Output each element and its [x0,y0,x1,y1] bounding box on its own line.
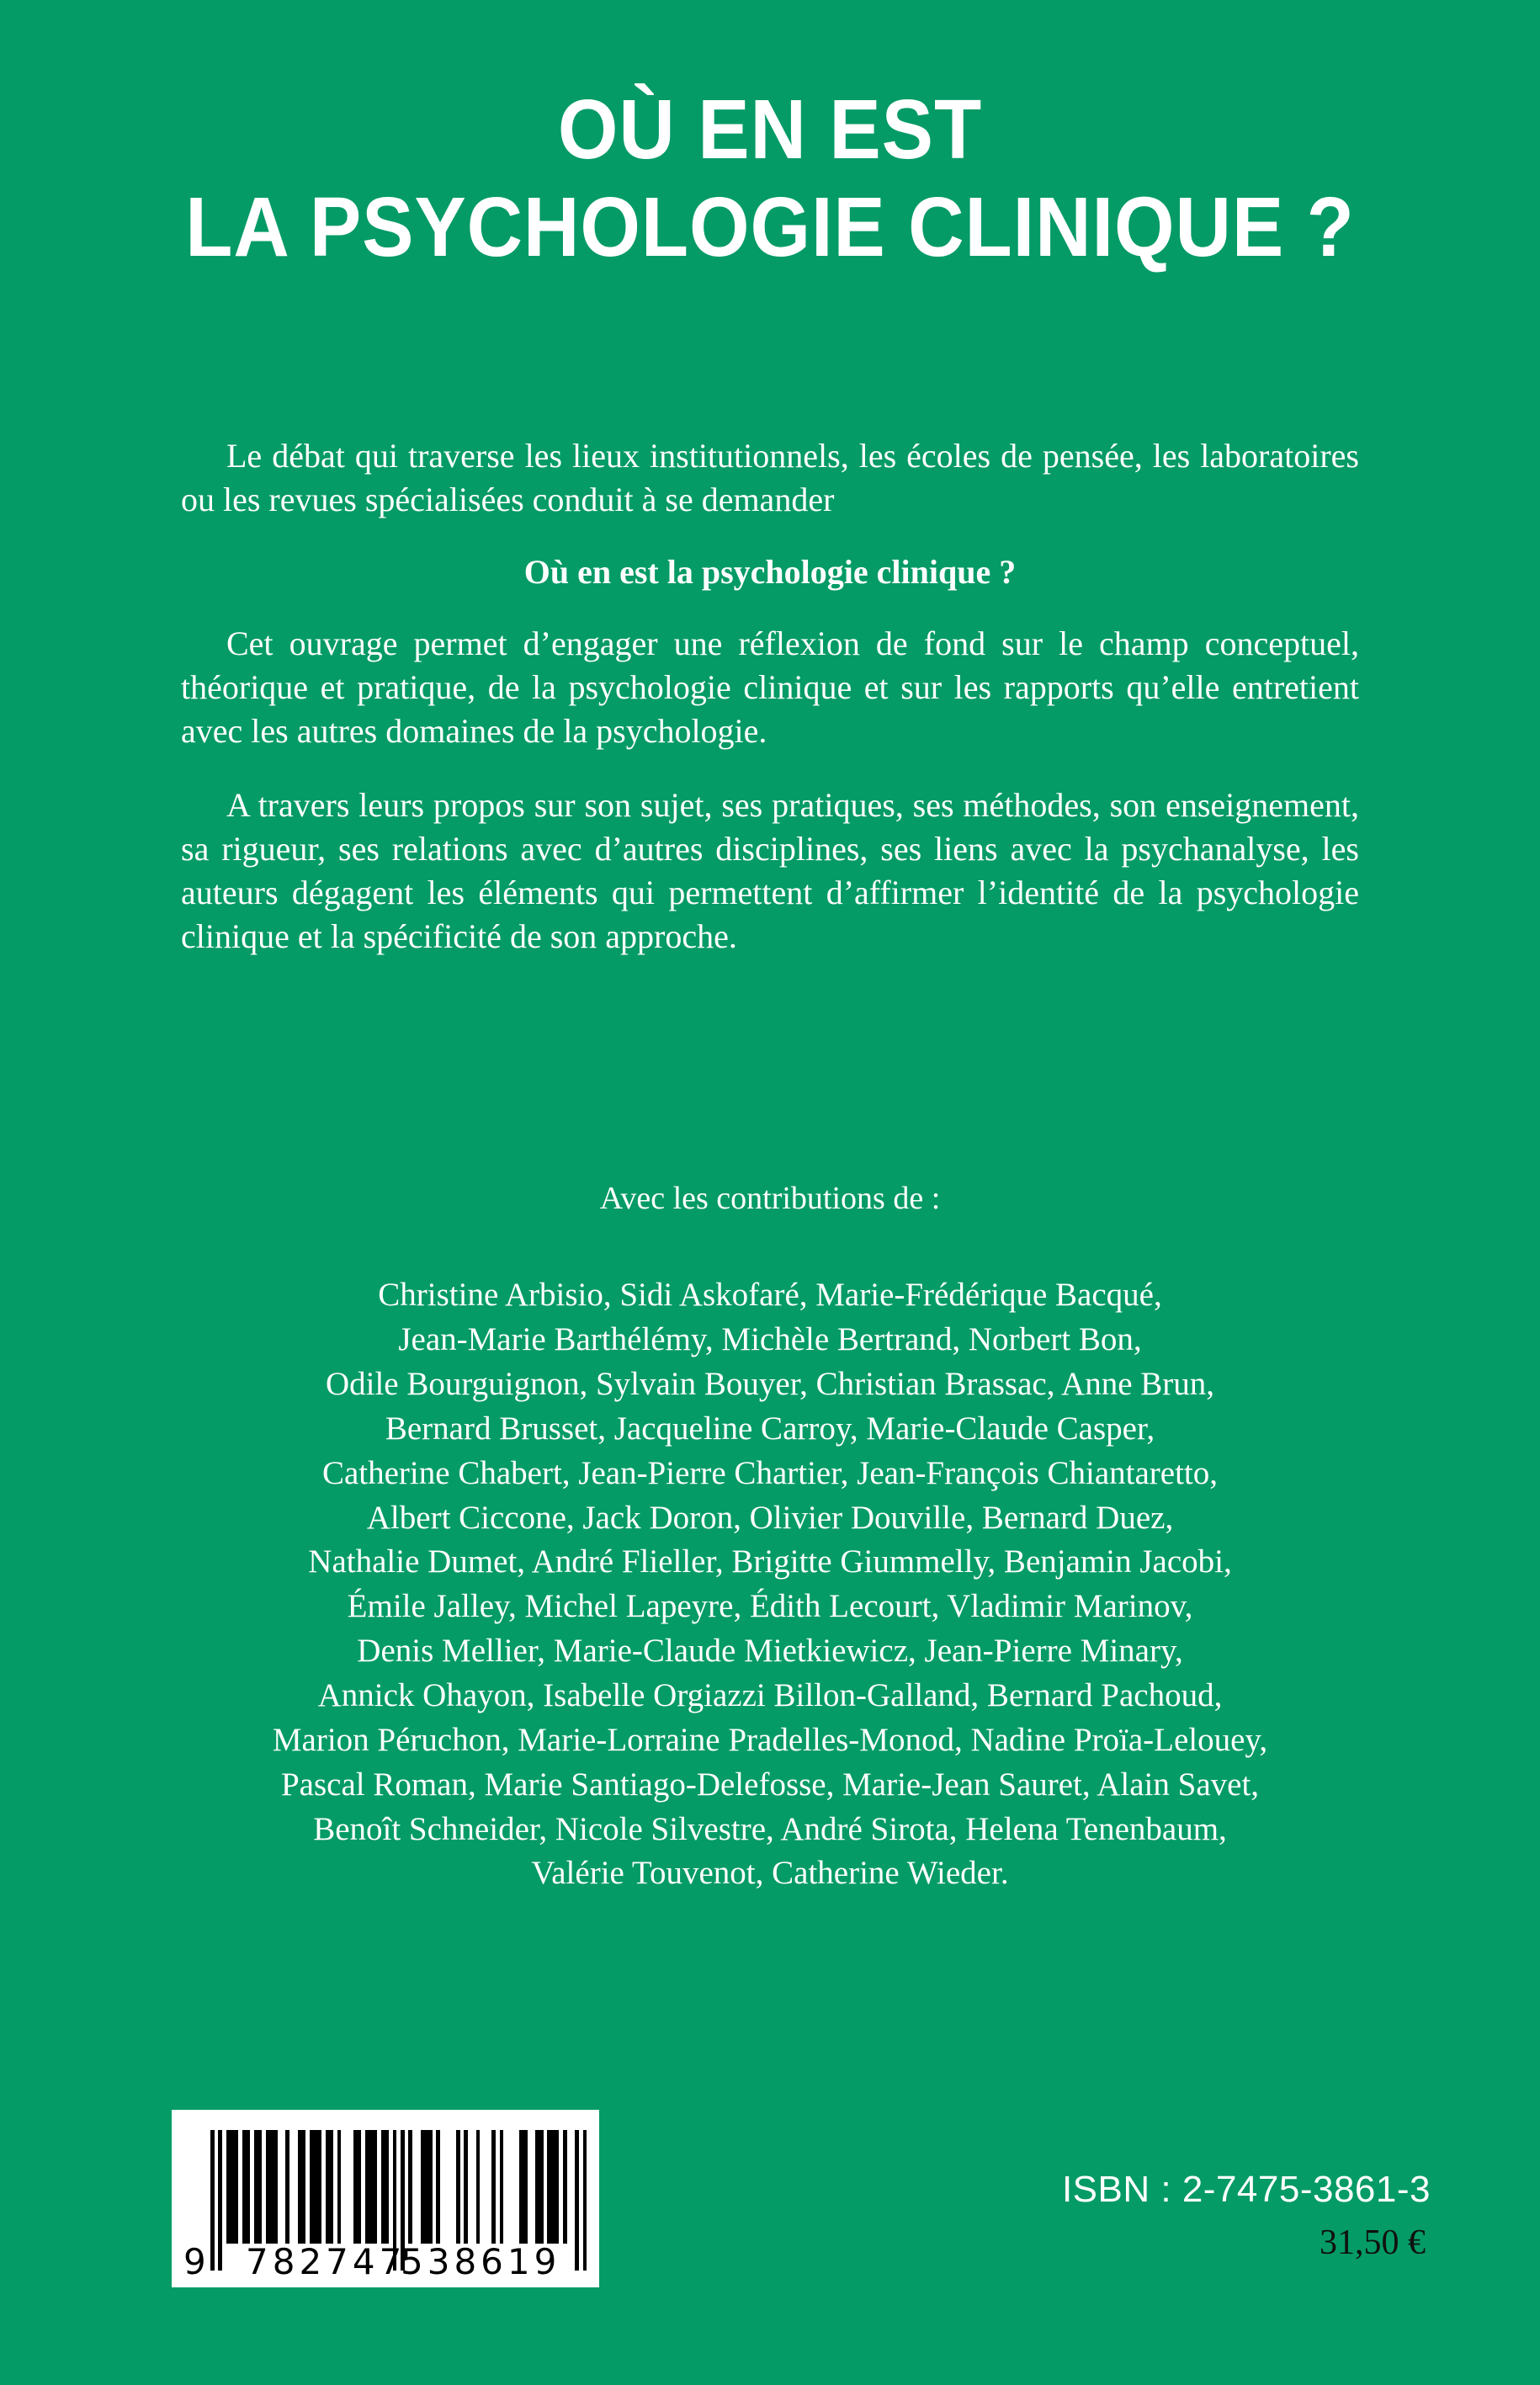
blurb-paragraph-3: A travers leurs propos sur son sujet, ses pratiques, ses méthodes, son enseignement, sa rigueur, ses relations avec d’autres disciplines, ses liens avec la psychanalyse, les auteurs dégagent les éléments qui permettent d’affirmer l’identité de la psychologie clinique et la spécificité de son approche. [181,786,1359,955]
barcode-bar [583,2130,587,2271]
contributor-line: Albert Ciccone, Jack Doron, Olivier Douville, Bernard Duez, [366,1499,1174,1536]
contributor-line: Pascal Roman, Marie Santiago-Delefosse, Marie-Jean Sauret, Alain Savet, [280,1766,1260,1803]
barcode-bar [242,2130,250,2244]
barcode-bar [353,2130,361,2244]
barcode-group-right: 538619 [401,2241,561,2282]
contributor-line: Odile Bourguignon, Sylvain Bouyer, Christian Brassac, Anne Brun, [325,1366,1215,1403]
barcode-lead-digit: 9 [183,2241,206,2282]
barcode-bar [440,2130,456,2244]
price-text: 31,50 € [1320,2223,1426,2263]
barcode-bar [266,2130,278,2244]
barcode-bar [468,2130,475,2244]
barcode-bar [365,2130,377,2244]
contributor-line: Bernard Brusset, Jacqueline Carroy, Marie-Claude Casper, [385,1410,1155,1447]
barcode-bar [298,2130,305,2244]
barcode-bar [567,2130,575,2244]
contributor-line: Christine Arbisio, Sidi Askofaré, Marie-Frédérique Bacqué, [378,1277,1162,1314]
contributor-line: Émile Jalley, Michel Lapeyre, Édith Lecourt, Vladimir Marinov, [347,1588,1193,1625]
barcode-bar [226,2130,238,2244]
barcode [172,2110,599,2287]
blurb-paragraph-1: Le débat qui traverse les lieux institutionnels, les écoles de pensée, les laboratoires ou les revues spécialisées conduit à se demander [181,437,1359,518]
blurb-block [181,434,1359,959]
barcode-bar [341,2130,353,2244]
barcode-bars [210,2130,587,2244]
contributors-list [135,1273,1405,1896]
contributor-line: Marion Péruchon, Marie-Lorraine Pradelles-Monod, Nadine Proïa-Lelouey, [272,1721,1268,1758]
barcode-bar [278,2130,285,2244]
contributor-line: Annick Ohayon, Isabelle Orgiazzi Billon-Galland, Bernard Pachoud, [317,1676,1223,1713]
barcode-bar [528,2130,535,2244]
barcode-bar [310,2130,321,2244]
barcode-bar [412,2130,420,2244]
cover-title [0,81,1540,276]
barcode-bar [535,2130,543,2244]
contributor-line: Valérie Touvenot, Catherine Wieder. [531,1855,1009,1892]
contributor-line: Denis Mellier, Marie-Claude Mietkiewicz, Jean-Pierre Minary, [357,1633,1183,1670]
contributors-heading: Avec les contributions de : [599,1181,941,1216]
isbn-text: ISBN : 2-7475-3861-3 [1061,2169,1431,2210]
barcode-bar [289,2130,297,2244]
barcode-bar [547,2130,559,2244]
barcode-bar [381,2130,389,2244]
isbn-price-block [1062,2170,1431,2263]
contributor-line: Nathalie Dumet, André Flieller, Brigitte Giummelly, Benjamin Jacobi, [308,1543,1232,1580]
title-line-2: LA PSYCHOLOGIE CLINIQUE ? [185,180,1355,274]
blurb-question: Où en est la psychologie clinique ? [523,553,1017,591]
contributors-block [135,1178,1405,1896]
contributor-line: Catherine Chabert, Jean-Pierre Chartier, Jean-François Chiantaretto, [321,1454,1219,1491]
title-line-1: OÙ EN EST [557,82,983,177]
barcode-bar [503,2130,519,2244]
barcode-group-left: 782747 [246,2241,406,2282]
contributor-line: Benoît Schneider, Nicole Silvestre, André Sirota, Helena Tenenbaum, [313,1810,1227,1847]
barcode-bar [254,2130,262,2244]
blurb-paragraph-2: Cet ouvrage permet d’engager une réflexion de fond sur le champ conceptuel, théorique et pratique, de la psychologie clinique et sur les rapports qu’elle entretient avec les autres domaines de la psychologie. [181,624,1359,750]
contributor-line: Jean-Marie Barthélémy, Michèle Bertrand, Norbert Bon, [398,1321,1142,1358]
barcode-bar [421,2130,433,2244]
barcode-bar [519,2130,527,2244]
barcode-bar [480,2130,491,2244]
barcode-bar [326,2130,333,2244]
